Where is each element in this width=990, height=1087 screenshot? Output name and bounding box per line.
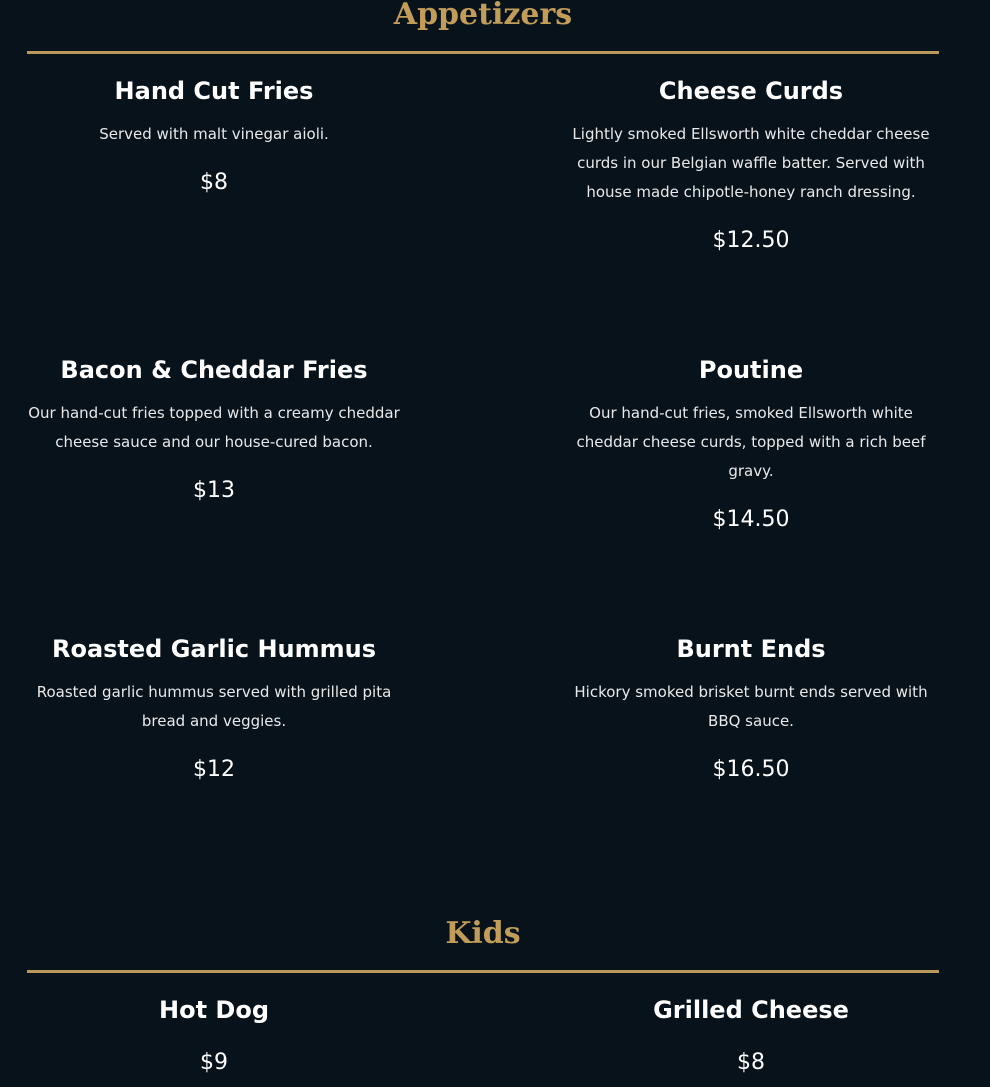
menu-item-price: $12.50 [712, 228, 790, 253]
menu-item-description: Lightly smoked Ellsworth white cheddar cheese curds in our Belgian waffle batter. Served with house made chipotle-honey ranch dressing. [572, 125, 930, 201]
menu-item-name: Burnt Ends [676, 635, 826, 663]
menu-item-cheese-curds [571, 76, 931, 255]
menu-item-name: Bacon & Cheddar Fries [60, 356, 368, 384]
menu-item-name: Cheese Curds [658, 77, 844, 105]
menu-item-grilled-cheese [571, 995, 931, 1077]
menu-item-price: $8 [737, 1050, 765, 1075]
menu-item-price: $14.50 [712, 507, 790, 532]
menu-item-roasted-garlic-hummus [27, 634, 401, 784]
menu-item-bacon-cheddar-fries [27, 355, 401, 505]
section-title-appetizers: Appetizers [393, 0, 573, 32]
menu-item-hand-cut-fries [27, 76, 401, 197]
menu-item-name: Grilled Cheese [653, 996, 849, 1024]
section-title-kids: Kids [445, 916, 521, 951]
menu-item-hot-dog [27, 995, 401, 1077]
menu-item-price: $9 [200, 1050, 228, 1075]
menu-item-name: Roasted Garlic Hummus [51, 635, 377, 663]
menu-item-price: $8 [200, 170, 228, 195]
menu-item-burnt-ends [571, 634, 931, 784]
menu-item-description: Our hand-cut fries topped with a creamy cheddar cheese sauce and our house-cured bacon. [28, 404, 400, 451]
section-divider [27, 51, 939, 54]
section-divider [27, 970, 939, 973]
menu-item-poutine [571, 355, 931, 534]
menu-item-description: Our hand-cut fries, smoked Ellsworth white cheddar cheese curds, topped with a rich beef gravy. [576, 404, 926, 480]
menu-item-description: Roasted garlic hummus served with grilled pita bread and veggies. [36, 683, 392, 730]
menu-item-description: Hickory smoked brisket burnt ends served with BBQ sauce. [574, 683, 928, 730]
menu-item-name: Hot Dog [159, 996, 269, 1024]
menu-item-price: $16.50 [712, 757, 790, 782]
menu-item-price: $13 [193, 478, 235, 503]
menu-item-name: Hand Cut Fries [114, 77, 314, 105]
menu-item-name: Poutine [698, 356, 804, 384]
menu-item-price: $12 [193, 757, 235, 782]
menu-item-description: Served with malt vinegar aioli. [99, 125, 329, 143]
